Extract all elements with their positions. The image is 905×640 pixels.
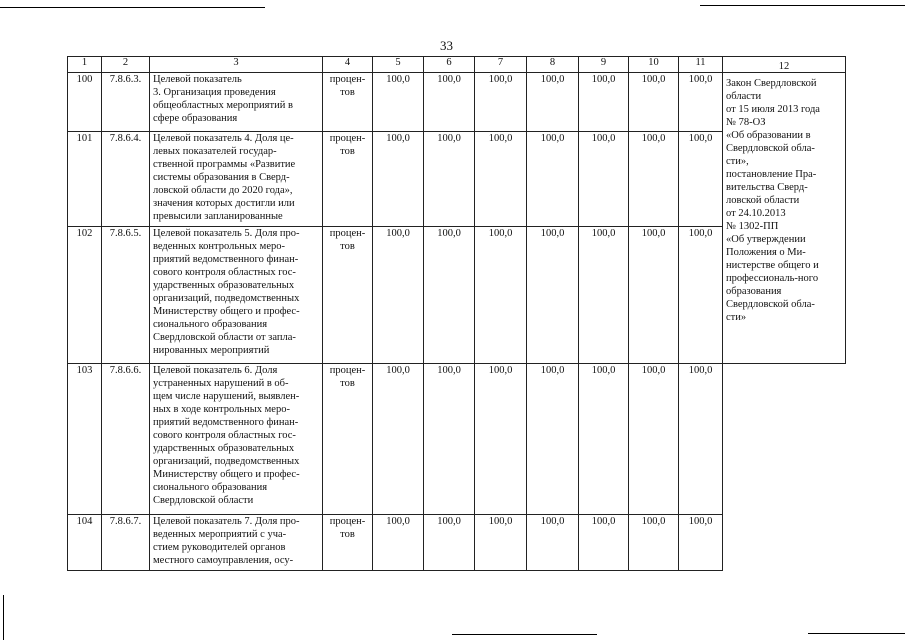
scan-line-top-left	[0, 7, 265, 8]
value-cell: 100,0	[475, 227, 527, 364]
indicator-text: Целевой показатель 7. Доля про- веденных мероприятий с уча- стием руководителей органов местного самоуправления, осу-	[150, 515, 323, 571]
value-cell: 100,0	[629, 364, 679, 515]
row-number: 102	[68, 227, 102, 364]
value-cell: 100,0	[527, 73, 579, 132]
unit-cell: процен- тов	[323, 364, 373, 515]
value-cell: 100,0	[475, 364, 527, 515]
indicator-text: Целевой показатель 6. Доля устраненных нарушений в об- щем числе нарушений, выявлен- ных в ходе контрольных меро- приятий ведомственного финан- сового контроля областных гос- ударственных образовательных организаций, подведомственных Министерству общего и профес- сионального образования Свердловской области	[150, 364, 323, 515]
scan-line-bottom-right	[808, 633, 905, 634]
value-cell: 100,0	[373, 364, 424, 515]
value-cell: 100,0	[629, 132, 679, 227]
row-number: 103	[68, 364, 102, 515]
value-cell: 100,0	[475, 132, 527, 227]
value-cell: 100,0	[424, 132, 475, 227]
unit-cell: процен- тов	[323, 73, 373, 132]
row-code: 7.8.6.4.	[102, 132, 150, 227]
value-cell: 100,0	[679, 73, 723, 132]
value-cell: 100,0	[424, 515, 475, 571]
value-cell: 100,0	[679, 515, 723, 571]
indicators-table	[67, 56, 846, 571]
value-cell: 100,0	[527, 515, 579, 571]
value-cell: 100,0	[424, 364, 475, 515]
value-cell: 100,0	[527, 364, 579, 515]
unit-cell: процен- тов	[323, 132, 373, 227]
legal-basis-cell: Закон Свердловской области от 15 июля 2013 года № 78-ОЗ «Об образовании в Свердловской обла- сти», постановление Пра- вительства Сверд- ловской области от 24.10.2013 № 1302-ПП «Об утверждении Положения о Ми- нистерстве общего и профессиональ-ного образования Свердловской обла- сти»	[723, 73, 846, 364]
value-cell: 100,0	[579, 364, 629, 515]
header-cell: 12	[723, 57, 846, 73]
value-cell: 100,0	[373, 73, 424, 132]
value-cell: 100,0	[527, 227, 579, 364]
value-cell: 100,0	[629, 515, 679, 571]
value-cell: 100,0	[424, 73, 475, 132]
row-code: 7.8.6.7.	[102, 515, 150, 571]
value-cell: 100,0	[475, 515, 527, 571]
header-cell: 1	[68, 57, 102, 73]
unit-cell: процен- тов	[323, 227, 373, 364]
header-cell: 4	[323, 57, 373, 73]
row-number: 100	[68, 73, 102, 132]
value-cell: 100,0	[679, 364, 723, 515]
row-code: 7.8.6.6.	[102, 364, 150, 515]
table-row	[68, 364, 846, 515]
unit-cell: процен- тов	[323, 515, 373, 571]
value-cell: 100,0	[579, 73, 629, 132]
indicator-text: Целевой показатель 4. Доля це- левых показателей государ- ственной программы «Развитие системы образования в Сверд- ловской области до 2020 года», значения которых достигли или превысили запланированные	[150, 132, 323, 227]
header-cell: 6	[424, 57, 475, 73]
row-number: 104	[68, 515, 102, 571]
header-cell: 7	[475, 57, 527, 73]
value-cell: 100,0	[679, 132, 723, 227]
header-cell: 10	[629, 57, 679, 73]
header-cell: 2	[102, 57, 150, 73]
value-cell: 100,0	[629, 227, 679, 364]
table-header-row	[68, 57, 846, 73]
row-code: 7.8.6.3.	[102, 73, 150, 132]
value-cell: 100,0	[579, 132, 629, 227]
scan-line-left-edge	[3, 595, 4, 640]
scan-line-bottom-mid	[452, 634, 597, 635]
header-cell: 8	[527, 57, 579, 73]
value-cell: 100,0	[424, 227, 475, 364]
row-number: 101	[68, 132, 102, 227]
empty-legal-cell	[723, 364, 846, 571]
indicator-text: Целевой показатель 3. Организация проведения общеобластных мероприятий в сфере образования	[150, 73, 323, 132]
header-cell: 9	[579, 57, 629, 73]
header-cell: 5	[373, 57, 424, 73]
value-cell: 100,0	[579, 227, 629, 364]
value-cell: 100,0	[373, 227, 424, 364]
page-number: 33	[440, 38, 453, 53]
row-code: 7.8.6.5.	[102, 227, 150, 364]
value-cell: 100,0	[629, 73, 679, 132]
value-cell: 100,0	[475, 73, 527, 132]
value-cell: 100,0	[579, 515, 629, 571]
header-cell: 3	[150, 57, 323, 73]
indicator-text: Целевой показатель 5. Доля про- веденных контрольных меро- приятий ведомственного финан- сового контроля областных гос- ударственных образовательных организаций, подведомственных Министерству общего и профес- сионального образования Свердловской области от запла- нированных мероприятий	[150, 227, 323, 364]
value-cell: 100,0	[373, 515, 424, 571]
table-row	[68, 73, 846, 132]
scan-line-top-right	[700, 5, 905, 6]
header-cell: 11	[679, 57, 723, 73]
value-cell: 100,0	[373, 132, 424, 227]
value-cell: 100,0	[527, 132, 579, 227]
value-cell: 100,0	[679, 227, 723, 364]
